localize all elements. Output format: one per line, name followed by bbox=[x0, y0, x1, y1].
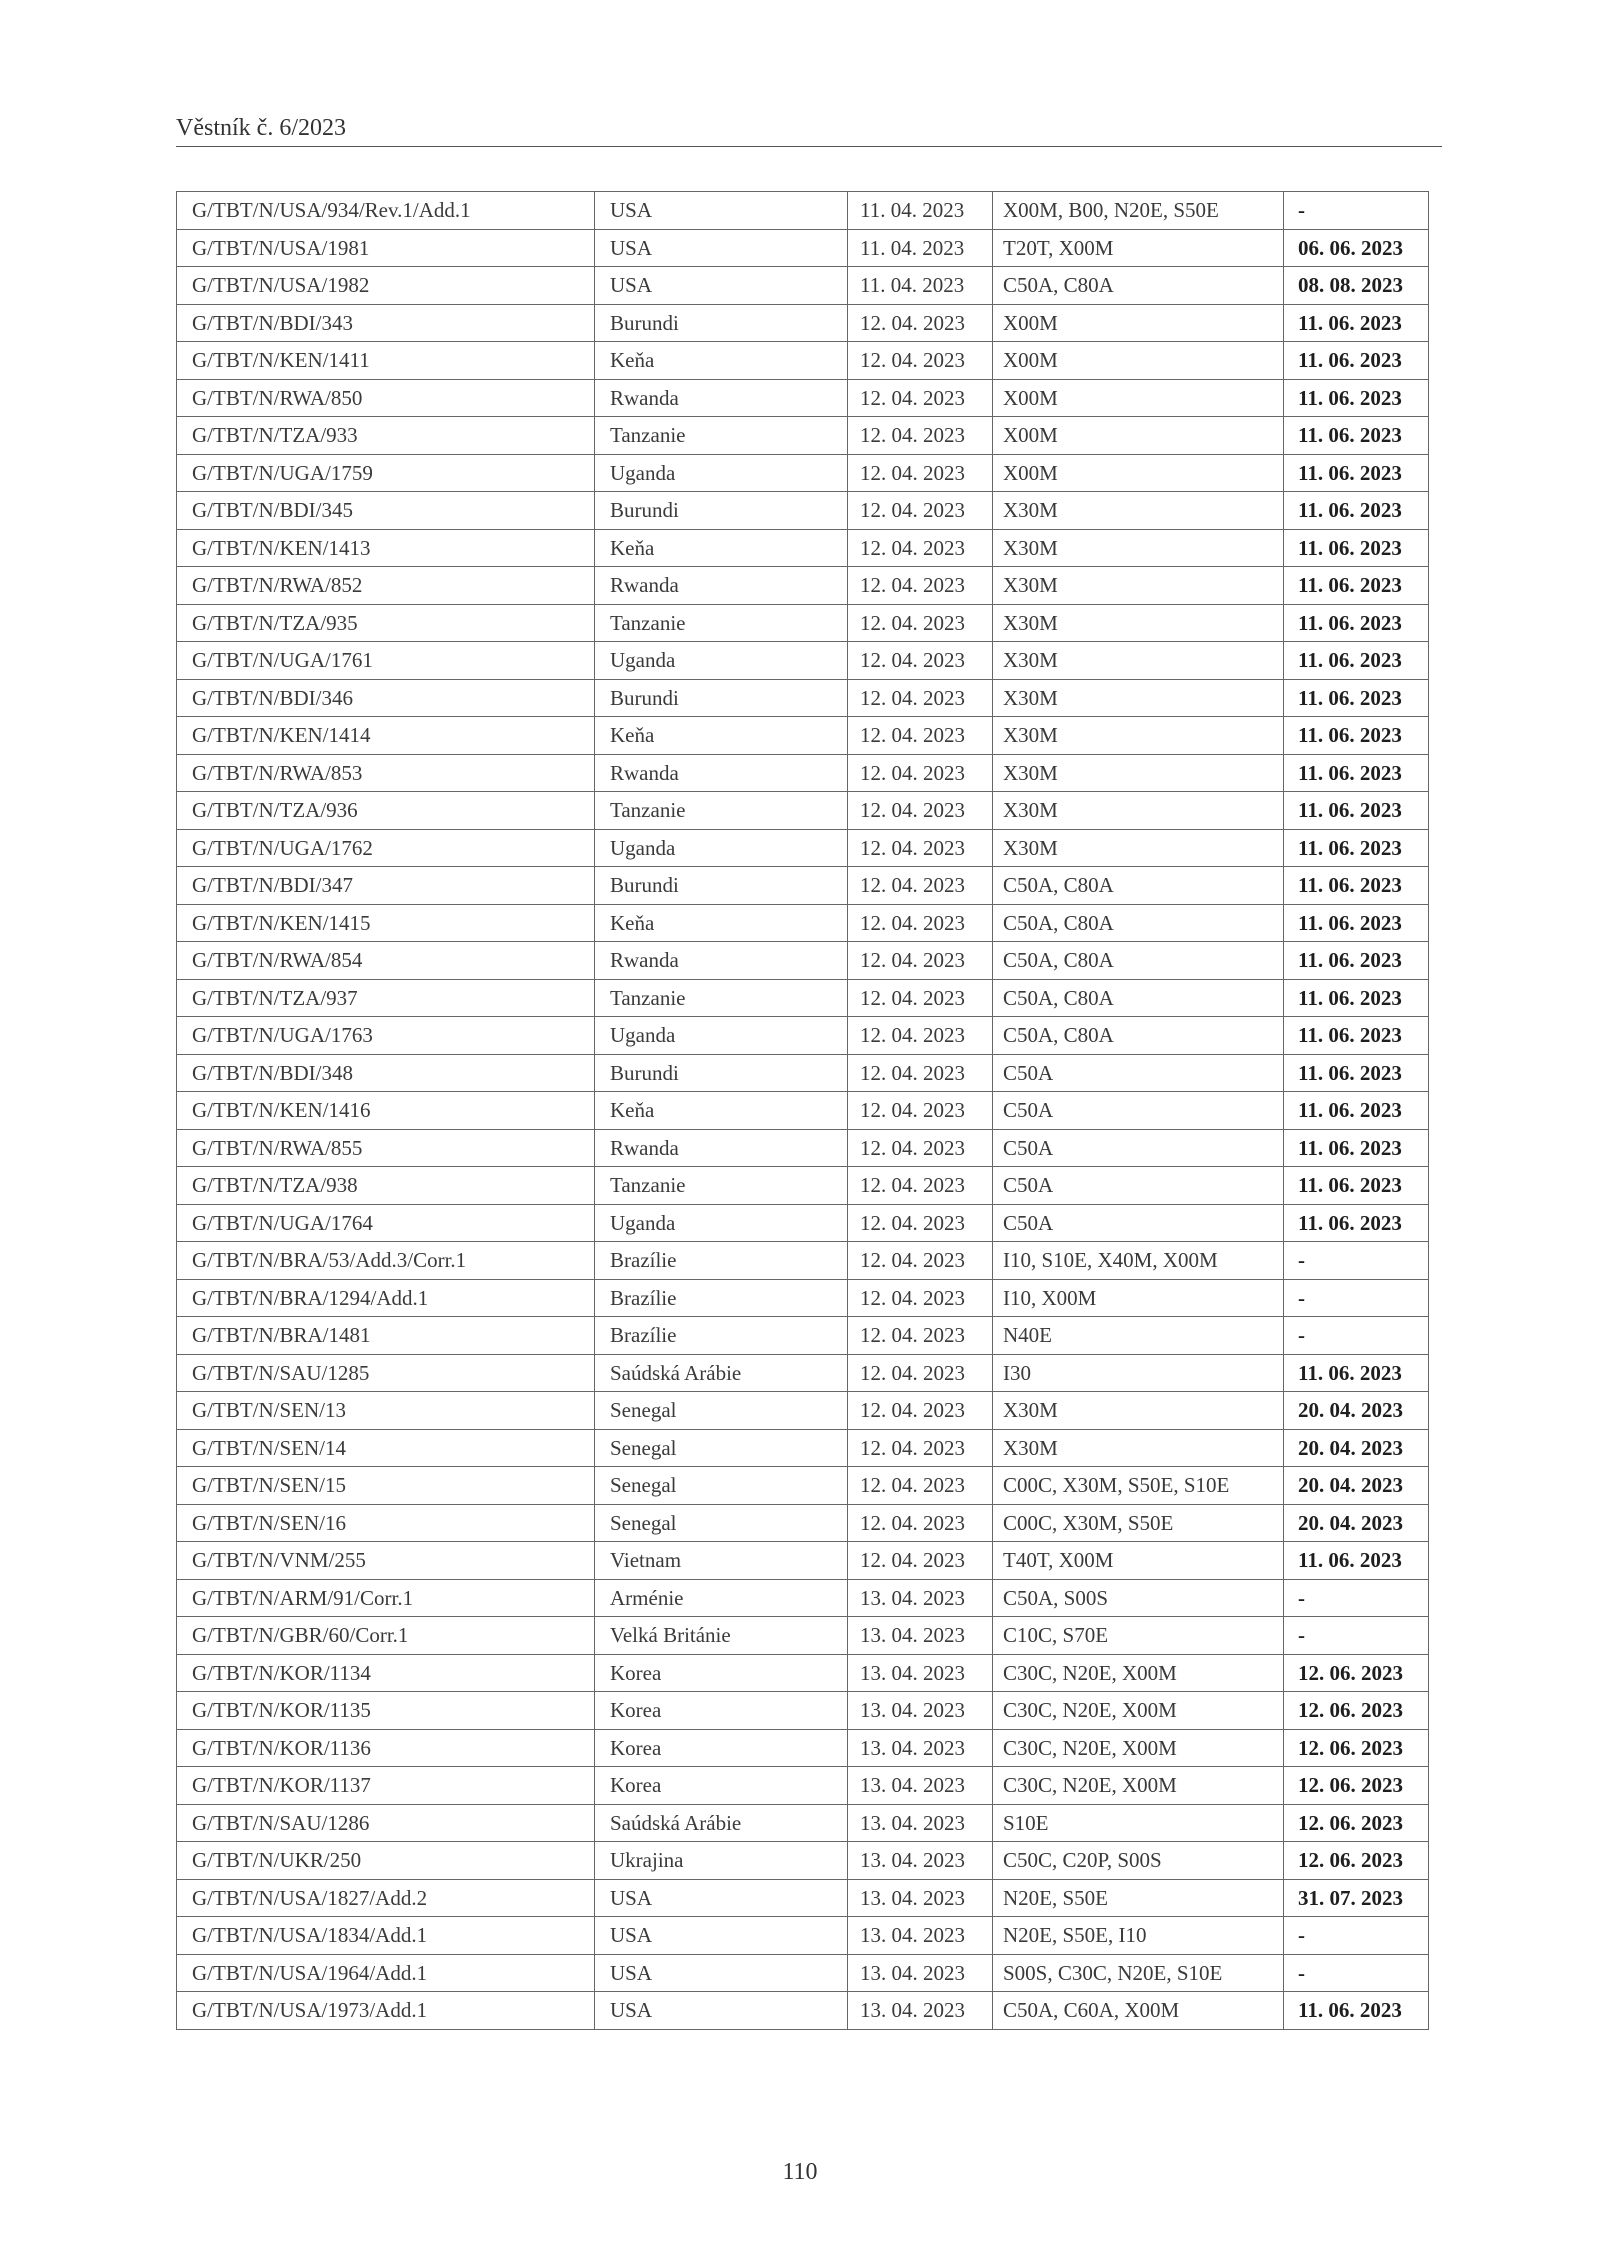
table-row bbox=[177, 1429, 1429, 1467]
notification-symbol-cell: G/TBT/N/USA/1964/Add.1 bbox=[177, 1954, 595, 1992]
notifications-table-body bbox=[177, 192, 1429, 2030]
table-row bbox=[177, 1767, 1429, 1805]
ics-codes-cell: C00C, X30M, S50E, S10E bbox=[993, 1467, 1284, 1505]
table-row bbox=[177, 1017, 1429, 1055]
member-country-cell: USA bbox=[595, 229, 848, 267]
comment-deadline-cell: 11. 06. 2023 bbox=[1284, 492, 1429, 530]
member-country-cell: Rwanda bbox=[595, 754, 848, 792]
ics-codes-cell: X30M bbox=[993, 492, 1284, 530]
comment-deadline-cell: 11. 06. 2023 bbox=[1284, 1542, 1429, 1580]
notification-date-cell: 12. 04. 2023 bbox=[848, 1504, 993, 1542]
page-header-title: Věstník č. 6/2023 bbox=[176, 115, 346, 141]
comment-deadline-cell: 11. 06. 2023 bbox=[1284, 942, 1429, 980]
table-row bbox=[177, 267, 1429, 305]
comment-deadline-cell: 11. 06. 2023 bbox=[1284, 1354, 1429, 1392]
notification-symbol-cell: G/TBT/N/RWA/854 bbox=[177, 942, 595, 980]
table-row bbox=[177, 1617, 1429, 1655]
notification-symbol-cell: G/TBT/N/KEN/1413 bbox=[177, 529, 595, 567]
notification-symbol-cell: G/TBT/N/UGA/1762 bbox=[177, 829, 595, 867]
notification-date-cell: 12. 04. 2023 bbox=[848, 379, 993, 417]
page-header bbox=[176, 112, 1442, 147]
table-row bbox=[177, 1317, 1429, 1355]
member-country-cell: Senegal bbox=[595, 1467, 848, 1505]
table-row bbox=[177, 492, 1429, 530]
table-row bbox=[177, 192, 1429, 230]
ics-codes-cell: C10C, S70E bbox=[993, 1617, 1284, 1655]
ics-codes-cell: C50A, C80A bbox=[993, 942, 1284, 980]
ics-codes-cell: C50A bbox=[993, 1129, 1284, 1167]
comment-deadline-cell: 11. 06. 2023 bbox=[1284, 1167, 1429, 1205]
table-row bbox=[177, 379, 1429, 417]
ics-codes-cell: T20T, X00M bbox=[993, 229, 1284, 267]
ics-codes-cell: C30C, N20E, X00M bbox=[993, 1692, 1284, 1730]
table-row bbox=[177, 1467, 1429, 1505]
notification-date-cell: 12. 04. 2023 bbox=[848, 867, 993, 905]
notification-symbol-cell: G/TBT/N/BDI/345 bbox=[177, 492, 595, 530]
comment-deadline-cell: - bbox=[1284, 1317, 1429, 1355]
notification-date-cell: 12. 04. 2023 bbox=[848, 1354, 993, 1392]
notification-symbol-cell: G/TBT/N/KOR/1136 bbox=[177, 1729, 595, 1767]
comment-deadline-cell: 20. 04. 2023 bbox=[1284, 1504, 1429, 1542]
comment-deadline-cell: 11. 06. 2023 bbox=[1284, 1204, 1429, 1242]
notification-date-cell: 12. 04. 2023 bbox=[848, 1317, 993, 1355]
ics-codes-cell: S00S, C30C, N20E, S10E bbox=[993, 1954, 1284, 1992]
notification-symbol-cell: G/TBT/N/RWA/852 bbox=[177, 567, 595, 605]
ics-codes-cell: X30M bbox=[993, 642, 1284, 680]
table-row bbox=[177, 754, 1429, 792]
notification-date-cell: 12. 04. 2023 bbox=[848, 1092, 993, 1130]
notification-symbol-cell: G/TBT/N/KOR/1135 bbox=[177, 1692, 595, 1730]
notification-date-cell: 12. 04. 2023 bbox=[848, 979, 993, 1017]
notification-date-cell: 12. 04. 2023 bbox=[848, 1542, 993, 1580]
table-row bbox=[177, 792, 1429, 830]
notification-date-cell: 13. 04. 2023 bbox=[848, 1992, 993, 2030]
table-row bbox=[177, 1579, 1429, 1617]
member-country-cell: Keňa bbox=[595, 529, 848, 567]
comment-deadline-cell: 11. 06. 2023 bbox=[1284, 417, 1429, 455]
comment-deadline-cell: 11. 06. 2023 bbox=[1284, 717, 1429, 755]
member-country-cell: Keňa bbox=[595, 342, 848, 380]
table-row bbox=[177, 1954, 1429, 1992]
notification-date-cell: 13. 04. 2023 bbox=[848, 1617, 993, 1655]
comment-deadline-cell: 31. 07. 2023 bbox=[1284, 1879, 1429, 1917]
comment-deadline-cell: 11. 06. 2023 bbox=[1284, 304, 1429, 342]
ics-codes-cell: X30M bbox=[993, 1392, 1284, 1430]
notification-date-cell: 11. 04. 2023 bbox=[848, 192, 993, 230]
table-row bbox=[177, 1092, 1429, 1130]
member-country-cell: Senegal bbox=[595, 1504, 848, 1542]
notification-date-cell: 12. 04. 2023 bbox=[848, 754, 993, 792]
notification-symbol-cell: G/TBT/N/TZA/937 bbox=[177, 979, 595, 1017]
notification-date-cell: 12. 04. 2023 bbox=[848, 642, 993, 680]
notification-symbol-cell: G/TBT/N/KEN/1416 bbox=[177, 1092, 595, 1130]
notification-date-cell: 13. 04. 2023 bbox=[848, 1579, 993, 1617]
notification-symbol-cell: G/TBT/N/UGA/1764 bbox=[177, 1204, 595, 1242]
ics-codes-cell: X30M bbox=[993, 829, 1284, 867]
member-country-cell: Arménie bbox=[595, 1579, 848, 1617]
notification-symbol-cell: G/TBT/N/KEN/1411 bbox=[177, 342, 595, 380]
member-country-cell: Saúdská Arábie bbox=[595, 1354, 848, 1392]
notification-date-cell: 12. 04. 2023 bbox=[848, 1017, 993, 1055]
notification-symbol-cell: G/TBT/N/USA/1834/Add.1 bbox=[177, 1917, 595, 1955]
notification-symbol-cell: G/TBT/N/SAU/1286 bbox=[177, 1804, 595, 1842]
notification-symbol-cell: G/TBT/N/BDI/343 bbox=[177, 304, 595, 342]
notification-date-cell: 12. 04. 2023 bbox=[848, 904, 993, 942]
table-row bbox=[177, 979, 1429, 1017]
ics-codes-cell: X30M bbox=[993, 1429, 1284, 1467]
ics-codes-cell: X30M bbox=[993, 604, 1284, 642]
member-country-cell: Rwanda bbox=[595, 1129, 848, 1167]
notification-date-cell: 12. 04. 2023 bbox=[848, 1204, 993, 1242]
table-row bbox=[177, 1204, 1429, 1242]
ics-codes-cell: C50C, C20P, S00S bbox=[993, 1842, 1284, 1880]
ics-codes-cell: X00M bbox=[993, 454, 1284, 492]
member-country-cell: Uganda bbox=[595, 642, 848, 680]
comment-deadline-cell: 11. 06. 2023 bbox=[1284, 604, 1429, 642]
member-country-cell: Uganda bbox=[595, 454, 848, 492]
notification-date-cell: 12. 04. 2023 bbox=[848, 717, 993, 755]
ics-codes-cell: C00C, X30M, S50E bbox=[993, 1504, 1284, 1542]
notification-date-cell: 12. 04. 2023 bbox=[848, 604, 993, 642]
notification-date-cell: 11. 04. 2023 bbox=[848, 229, 993, 267]
member-country-cell: Burundi bbox=[595, 867, 848, 905]
notification-date-cell: 12. 04. 2023 bbox=[848, 417, 993, 455]
table-row bbox=[177, 1167, 1429, 1205]
table-row bbox=[177, 1917, 1429, 1955]
notification-symbol-cell: G/TBT/N/KEN/1414 bbox=[177, 717, 595, 755]
member-country-cell: Rwanda bbox=[595, 379, 848, 417]
member-country-cell: Korea bbox=[595, 1692, 848, 1730]
comment-deadline-cell: 11. 06. 2023 bbox=[1284, 1092, 1429, 1130]
ics-codes-cell: C30C, N20E, X00M bbox=[993, 1654, 1284, 1692]
comment-deadline-cell: 20. 04. 2023 bbox=[1284, 1467, 1429, 1505]
ics-codes-cell: X00M bbox=[993, 304, 1284, 342]
notification-symbol-cell: G/TBT/N/USA/934/Rev.1/Add.1 bbox=[177, 192, 595, 230]
ics-codes-cell: X30M bbox=[993, 717, 1284, 755]
ics-codes-cell: N40E bbox=[993, 1317, 1284, 1355]
ics-codes-cell: X30M bbox=[993, 567, 1284, 605]
member-country-cell: USA bbox=[595, 1992, 848, 2030]
member-country-cell: Vietnam bbox=[595, 1542, 848, 1580]
notification-symbol-cell: G/TBT/N/TZA/933 bbox=[177, 417, 595, 455]
member-country-cell: Burundi bbox=[595, 492, 848, 530]
ics-codes-cell: C50A, C80A bbox=[993, 267, 1284, 305]
notification-date-cell: 13. 04. 2023 bbox=[848, 1917, 993, 1955]
ics-codes-cell: X30M bbox=[993, 792, 1284, 830]
comment-deadline-cell: 11. 06. 2023 bbox=[1284, 342, 1429, 380]
table-row bbox=[177, 604, 1429, 642]
notification-date-cell: 12. 04. 2023 bbox=[848, 1129, 993, 1167]
table-row bbox=[177, 1242, 1429, 1280]
notification-date-cell: 11. 04. 2023 bbox=[848, 267, 993, 305]
notification-date-cell: 12. 04. 2023 bbox=[848, 1429, 993, 1467]
member-country-cell: Uganda bbox=[595, 1204, 848, 1242]
comment-deadline-cell: - bbox=[1284, 1954, 1429, 1992]
comment-deadline-cell: 11. 06. 2023 bbox=[1284, 529, 1429, 567]
table-row bbox=[177, 1054, 1429, 1092]
member-country-cell: Tanzanie bbox=[595, 792, 848, 830]
comment-deadline-cell: 11. 06. 2023 bbox=[1284, 979, 1429, 1017]
member-country-cell: USA bbox=[595, 192, 848, 230]
comment-deadline-cell: - bbox=[1284, 1579, 1429, 1617]
table-row bbox=[177, 1692, 1429, 1730]
notification-symbol-cell: G/TBT/N/SAU/1285 bbox=[177, 1354, 595, 1392]
notification-date-cell: 12. 04. 2023 bbox=[848, 1467, 993, 1505]
table-row bbox=[177, 417, 1429, 455]
notification-date-cell: 12. 04. 2023 bbox=[848, 942, 993, 980]
member-country-cell: Korea bbox=[595, 1654, 848, 1692]
ics-codes-cell: I10, S10E, X40M, X00M bbox=[993, 1242, 1284, 1280]
member-country-cell: Velká Británie bbox=[595, 1617, 848, 1655]
ics-codes-cell: C50A bbox=[993, 1167, 1284, 1205]
ics-codes-cell: T40T, X00M bbox=[993, 1542, 1284, 1580]
comment-deadline-cell: 11. 06. 2023 bbox=[1284, 792, 1429, 830]
member-country-cell: Brazílie bbox=[595, 1242, 848, 1280]
notification-symbol-cell: G/TBT/N/BRA/1481 bbox=[177, 1317, 595, 1355]
notifications-table bbox=[176, 191, 1429, 2030]
notification-symbol-cell: G/TBT/N/TZA/936 bbox=[177, 792, 595, 830]
comment-deadline-cell: 11. 06. 2023 bbox=[1284, 1129, 1429, 1167]
notification-date-cell: 13. 04. 2023 bbox=[848, 1804, 993, 1842]
table-row bbox=[177, 1654, 1429, 1692]
ics-codes-cell: X00M bbox=[993, 379, 1284, 417]
table-row bbox=[177, 1129, 1429, 1167]
comment-deadline-cell: - bbox=[1284, 1917, 1429, 1955]
comment-deadline-cell: 11. 06. 2023 bbox=[1284, 867, 1429, 905]
ics-codes-cell: C50A bbox=[993, 1054, 1284, 1092]
member-country-cell: Uganda bbox=[595, 1017, 848, 1055]
comment-deadline-cell: 11. 06. 2023 bbox=[1284, 1017, 1429, 1055]
notification-symbol-cell: G/TBT/N/UGA/1761 bbox=[177, 642, 595, 680]
comment-deadline-cell: 11. 06. 2023 bbox=[1284, 379, 1429, 417]
ics-codes-cell: C50A, S00S bbox=[993, 1579, 1284, 1617]
ics-codes-cell: C30C, N20E, X00M bbox=[993, 1767, 1284, 1805]
member-country-cell: Tanzanie bbox=[595, 604, 848, 642]
notification-symbol-cell: G/TBT/N/BDI/348 bbox=[177, 1054, 595, 1092]
member-country-cell: Keňa bbox=[595, 717, 848, 755]
ics-codes-cell: C50A, C80A bbox=[993, 979, 1284, 1017]
table-row bbox=[177, 1392, 1429, 1430]
member-country-cell: Burundi bbox=[595, 679, 848, 717]
notification-symbol-cell: G/TBT/N/BRA/1294/Add.1 bbox=[177, 1279, 595, 1317]
notification-symbol-cell: G/TBT/N/RWA/853 bbox=[177, 754, 595, 792]
comment-deadline-cell: 12. 06. 2023 bbox=[1284, 1804, 1429, 1842]
member-country-cell: USA bbox=[595, 267, 848, 305]
notification-symbol-cell: G/TBT/N/USA/1982 bbox=[177, 267, 595, 305]
member-country-cell: Korea bbox=[595, 1729, 848, 1767]
member-country-cell: USA bbox=[595, 1954, 848, 1992]
notification-symbol-cell: G/TBT/N/USA/1827/Add.2 bbox=[177, 1879, 595, 1917]
notification-symbol-cell: G/TBT/N/VNM/255 bbox=[177, 1542, 595, 1580]
table-row bbox=[177, 904, 1429, 942]
table-row bbox=[177, 717, 1429, 755]
notification-symbol-cell: G/TBT/N/UKR/250 bbox=[177, 1842, 595, 1880]
notification-symbol-cell: G/TBT/N/BDI/347 bbox=[177, 867, 595, 905]
member-country-cell: Uganda bbox=[595, 829, 848, 867]
comment-deadline-cell: 11. 06. 2023 bbox=[1284, 754, 1429, 792]
member-country-cell: Senegal bbox=[595, 1429, 848, 1467]
notification-symbol-cell: G/TBT/N/RWA/855 bbox=[177, 1129, 595, 1167]
table-row bbox=[177, 567, 1429, 605]
member-country-cell: Brazílie bbox=[595, 1279, 848, 1317]
notification-date-cell: 12. 04. 2023 bbox=[848, 1054, 993, 1092]
table-row bbox=[177, 1992, 1429, 2030]
comment-deadline-cell: - bbox=[1284, 192, 1429, 230]
comment-deadline-cell: 11. 06. 2023 bbox=[1284, 829, 1429, 867]
member-country-cell: Tanzanie bbox=[595, 979, 848, 1017]
notification-date-cell: 12. 04. 2023 bbox=[848, 567, 993, 605]
comment-deadline-cell: 11. 06. 2023 bbox=[1284, 904, 1429, 942]
notification-symbol-cell: G/TBT/N/ARM/91/Corr.1 bbox=[177, 1579, 595, 1617]
ics-codes-cell: X00M, B00, N20E, S50E bbox=[993, 192, 1284, 230]
member-country-cell: Saúdská Arábie bbox=[595, 1804, 848, 1842]
member-country-cell: Tanzanie bbox=[595, 1167, 848, 1205]
notification-symbol-cell: G/TBT/N/BDI/346 bbox=[177, 679, 595, 717]
member-country-cell: Korea bbox=[595, 1767, 848, 1805]
ics-codes-cell: C50A, C80A bbox=[993, 867, 1284, 905]
ics-codes-cell: I30 bbox=[993, 1354, 1284, 1392]
notification-date-cell: 12. 04. 2023 bbox=[848, 304, 993, 342]
notification-date-cell: 12. 04. 2023 bbox=[848, 679, 993, 717]
notification-date-cell: 12. 04. 2023 bbox=[848, 1392, 993, 1430]
notification-symbol-cell: G/TBT/N/SEN/15 bbox=[177, 1467, 595, 1505]
table-row bbox=[177, 1354, 1429, 1392]
table-row bbox=[177, 642, 1429, 680]
table-row bbox=[177, 1804, 1429, 1842]
ics-codes-cell: C30C, N20E, X00M bbox=[993, 1729, 1284, 1767]
table-row bbox=[177, 1879, 1429, 1917]
table-row bbox=[177, 1842, 1429, 1880]
comment-deadline-cell: - bbox=[1284, 1242, 1429, 1280]
ics-codes-cell: X30M bbox=[993, 754, 1284, 792]
notification-date-cell: 13. 04. 2023 bbox=[848, 1729, 993, 1767]
ics-codes-cell: C50A bbox=[993, 1204, 1284, 1242]
member-country-cell: Burundi bbox=[595, 304, 848, 342]
notification-date-cell: 13. 04. 2023 bbox=[848, 1954, 993, 1992]
ics-codes-cell: X30M bbox=[993, 679, 1284, 717]
table-row bbox=[177, 229, 1429, 267]
comment-deadline-cell: 20. 04. 2023 bbox=[1284, 1429, 1429, 1467]
notification-date-cell: 12. 04. 2023 bbox=[848, 492, 993, 530]
table-row bbox=[177, 304, 1429, 342]
member-country-cell: Brazílie bbox=[595, 1317, 848, 1355]
notification-symbol-cell: G/TBT/N/KOR/1137 bbox=[177, 1767, 595, 1805]
comment-deadline-cell: 12. 06. 2023 bbox=[1284, 1767, 1429, 1805]
comment-deadline-cell: 12. 06. 2023 bbox=[1284, 1842, 1429, 1880]
notification-date-cell: 12. 04. 2023 bbox=[848, 1279, 993, 1317]
table-row bbox=[177, 1542, 1429, 1580]
member-country-cell: Ukrajina bbox=[595, 1842, 848, 1880]
notification-date-cell: 12. 04. 2023 bbox=[848, 829, 993, 867]
notification-date-cell: 13. 04. 2023 bbox=[848, 1842, 993, 1880]
notification-date-cell: 12. 04. 2023 bbox=[848, 1167, 993, 1205]
notification-date-cell: 12. 04. 2023 bbox=[848, 454, 993, 492]
notification-date-cell: 13. 04. 2023 bbox=[848, 1654, 993, 1692]
notification-symbol-cell: G/TBT/N/UGA/1763 bbox=[177, 1017, 595, 1055]
table-row bbox=[177, 942, 1429, 980]
ics-codes-cell: N20E, S50E bbox=[993, 1879, 1284, 1917]
notification-symbol-cell: G/TBT/N/GBR/60/Corr.1 bbox=[177, 1617, 595, 1655]
comment-deadline-cell: 11. 06. 2023 bbox=[1284, 454, 1429, 492]
table-row bbox=[177, 1504, 1429, 1542]
notification-date-cell: 12. 04. 2023 bbox=[848, 342, 993, 380]
notification-symbol-cell: G/TBT/N/RWA/850 bbox=[177, 379, 595, 417]
member-country-cell: Keňa bbox=[595, 1092, 848, 1130]
notification-date-cell: 13. 04. 2023 bbox=[848, 1879, 993, 1917]
notification-symbol-cell: G/TBT/N/SEN/13 bbox=[177, 1392, 595, 1430]
table-row bbox=[177, 867, 1429, 905]
member-country-cell: Tanzanie bbox=[595, 417, 848, 455]
comment-deadline-cell: 08. 08. 2023 bbox=[1284, 267, 1429, 305]
ics-codes-cell: N20E, S50E, I10 bbox=[993, 1917, 1284, 1955]
member-country-cell: Keňa bbox=[595, 904, 848, 942]
ics-codes-cell: X00M bbox=[993, 342, 1284, 380]
comment-deadline-cell: 12. 06. 2023 bbox=[1284, 1692, 1429, 1730]
notification-symbol-cell: G/TBT/N/KEN/1415 bbox=[177, 904, 595, 942]
comment-deadline-cell: 06. 06. 2023 bbox=[1284, 229, 1429, 267]
comment-deadline-cell: 11. 06. 2023 bbox=[1284, 642, 1429, 680]
notification-date-cell: 12. 04. 2023 bbox=[848, 1242, 993, 1280]
comment-deadline-cell: - bbox=[1284, 1279, 1429, 1317]
notification-symbol-cell: G/TBT/N/KOR/1134 bbox=[177, 1654, 595, 1692]
comment-deadline-cell: 12. 06. 2023 bbox=[1284, 1654, 1429, 1692]
ics-codes-cell: S10E bbox=[993, 1804, 1284, 1842]
comment-deadline-cell: 11. 06. 2023 bbox=[1284, 567, 1429, 605]
notification-symbol-cell: G/TBT/N/USA/1981 bbox=[177, 229, 595, 267]
comment-deadline-cell: 11. 06. 2023 bbox=[1284, 1992, 1429, 2030]
notification-symbol-cell: G/TBT/N/SEN/14 bbox=[177, 1429, 595, 1467]
member-country-cell: Burundi bbox=[595, 1054, 848, 1092]
page-number: 110 bbox=[782, 2159, 818, 2185]
notification-date-cell: 13. 04. 2023 bbox=[848, 1692, 993, 1730]
member-country-cell: USA bbox=[595, 1879, 848, 1917]
notification-symbol-cell: G/TBT/N/SEN/16 bbox=[177, 1504, 595, 1542]
comment-deadline-cell: 12. 06. 2023 bbox=[1284, 1729, 1429, 1767]
member-country-cell: Rwanda bbox=[595, 942, 848, 980]
member-country-cell: Senegal bbox=[595, 1392, 848, 1430]
notification-symbol-cell: G/TBT/N/BRA/53/Add.3/Corr.1 bbox=[177, 1242, 595, 1280]
ics-codes-cell: X30M bbox=[993, 529, 1284, 567]
notification-symbol-cell: G/TBT/N/USA/1973/Add.1 bbox=[177, 1992, 595, 2030]
member-country-cell: Rwanda bbox=[595, 567, 848, 605]
notification-symbol-cell: G/TBT/N/UGA/1759 bbox=[177, 454, 595, 492]
comment-deadline-cell: 11. 06. 2023 bbox=[1284, 1054, 1429, 1092]
table-row bbox=[177, 342, 1429, 380]
ics-codes-cell: C50A bbox=[993, 1092, 1284, 1130]
notification-date-cell: 12. 04. 2023 bbox=[848, 529, 993, 567]
comment-deadline-cell: 20. 04. 2023 bbox=[1284, 1392, 1429, 1430]
notification-date-cell: 12. 04. 2023 bbox=[848, 792, 993, 830]
ics-codes-cell: C50A, C80A bbox=[993, 904, 1284, 942]
table-row bbox=[177, 679, 1429, 717]
notification-symbol-cell: G/TBT/N/TZA/938 bbox=[177, 1167, 595, 1205]
ics-codes-cell: I10, X00M bbox=[993, 1279, 1284, 1317]
ics-codes-cell: C50A, C80A bbox=[993, 1017, 1284, 1055]
table-row bbox=[177, 829, 1429, 867]
table-row bbox=[177, 1729, 1429, 1767]
table-row bbox=[177, 529, 1429, 567]
member-country-cell: USA bbox=[595, 1917, 848, 1955]
notification-symbol-cell: G/TBT/N/TZA/935 bbox=[177, 604, 595, 642]
ics-codes-cell: X00M bbox=[993, 417, 1284, 455]
ics-codes-cell: C50A, C60A, X00M bbox=[993, 1992, 1284, 2030]
comment-deadline-cell: 11. 06. 2023 bbox=[1284, 679, 1429, 717]
table-row bbox=[177, 1279, 1429, 1317]
notification-date-cell: 13. 04. 2023 bbox=[848, 1767, 993, 1805]
comment-deadline-cell: - bbox=[1284, 1617, 1429, 1655]
table-row bbox=[177, 454, 1429, 492]
